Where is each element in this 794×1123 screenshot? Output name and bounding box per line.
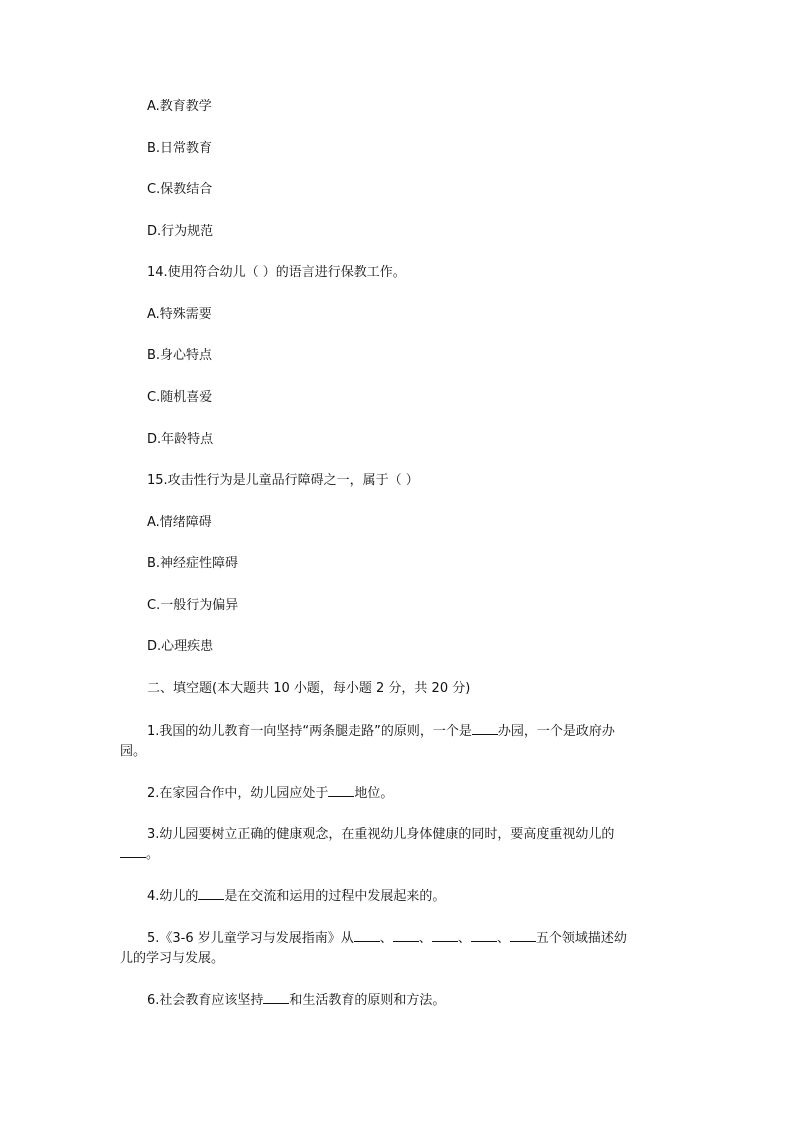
option-14b: B.身心特点 bbox=[147, 348, 213, 363]
separator: 、 bbox=[418, 931, 432, 946]
fill-2-text-b: 地位。 bbox=[354, 786, 394, 801]
answer-blank bbox=[472, 722, 498, 735]
option-15a: A.情绪障碍 bbox=[147, 515, 212, 530]
fill-3-text-b: 。 bbox=[146, 847, 160, 862]
fill-question-2 bbox=[120, 784, 672, 804]
fill-3-text-a: 3.幼儿园要树立正确的健康观念，在重视幼儿身体健康的同时，要高度重视幼儿的 bbox=[147, 827, 615, 842]
answer-blank bbox=[328, 784, 354, 797]
option-13c: C.保教结合 bbox=[147, 182, 213, 197]
fill-5-text-a: 5.《3-6 岁儿童学习与发展指南》从 bbox=[147, 931, 354, 946]
answer-blank bbox=[432, 929, 458, 942]
option-14d: D.年龄特点 bbox=[147, 432, 214, 447]
option-13d: D.行为规范 bbox=[147, 224, 214, 239]
option-13a: A.教育教学 bbox=[147, 99, 212, 114]
option-15d: D.心理疾患 bbox=[147, 639, 214, 654]
question-15: 15.攻击性行为是儿童品行障碍之一，属于（ ） bbox=[147, 473, 419, 488]
separator: 、 bbox=[379, 931, 393, 946]
answer-blank bbox=[471, 929, 497, 942]
fill-1-text-c: 园。 bbox=[120, 744, 147, 759]
question-14: 14.使用符合幼儿（ ）的语言进行保教工作。 bbox=[147, 265, 406, 280]
fill-1-text-b: 办园，一个是政府办 bbox=[497, 724, 615, 739]
fill-5-text-b: 五个领域描述幼 bbox=[535, 931, 627, 946]
separator: 、 bbox=[496, 931, 510, 946]
answer-blank bbox=[393, 929, 419, 942]
fill-question-5 bbox=[120, 929, 672, 969]
fill-6-text-a: 6.社会教育应该坚持 bbox=[147, 993, 264, 1008]
option-13b: B.日常教育 bbox=[147, 141, 213, 156]
fill-1-text-a: 1.我国的幼儿教育一向坚持“两条腿走路”的原则，一个是 bbox=[147, 724, 472, 739]
answer-blank bbox=[198, 887, 224, 900]
option-14a: A.特殊需要 bbox=[147, 307, 212, 322]
fill-2-text-a: 2.在家园合作中，幼儿园应处于 bbox=[147, 786, 329, 801]
fill-question-1 bbox=[120, 722, 672, 762]
option-14c: C.随机喜爱 bbox=[147, 390, 213, 405]
answer-blank bbox=[510, 929, 536, 942]
option-15c: C.一般行为偏异 bbox=[147, 598, 239, 613]
fill-5-text-c: 儿的学习与发展。 bbox=[120, 951, 225, 966]
fill-4-text-a: 4.幼儿的 bbox=[147, 889, 199, 904]
answer-blank bbox=[120, 845, 146, 858]
fill-4-text-b: 是在交流和运用的过程中发展起来的。 bbox=[224, 889, 446, 904]
fill-6-text-b: 和生活教育的原则和方法。 bbox=[289, 993, 446, 1008]
fill-question-6 bbox=[120, 991, 672, 1011]
fill-question-4 bbox=[120, 887, 672, 907]
separator: 、 bbox=[457, 931, 471, 946]
fill-question-3 bbox=[120, 825, 672, 865]
section-heading: 二、填空题(本大题共 10 小题，每小题 2 分，共 20 分) bbox=[147, 681, 471, 696]
answer-blank bbox=[263, 991, 289, 1004]
option-15b: B.神经症性障碍 bbox=[147, 556, 239, 571]
answer-blank bbox=[354, 929, 380, 942]
